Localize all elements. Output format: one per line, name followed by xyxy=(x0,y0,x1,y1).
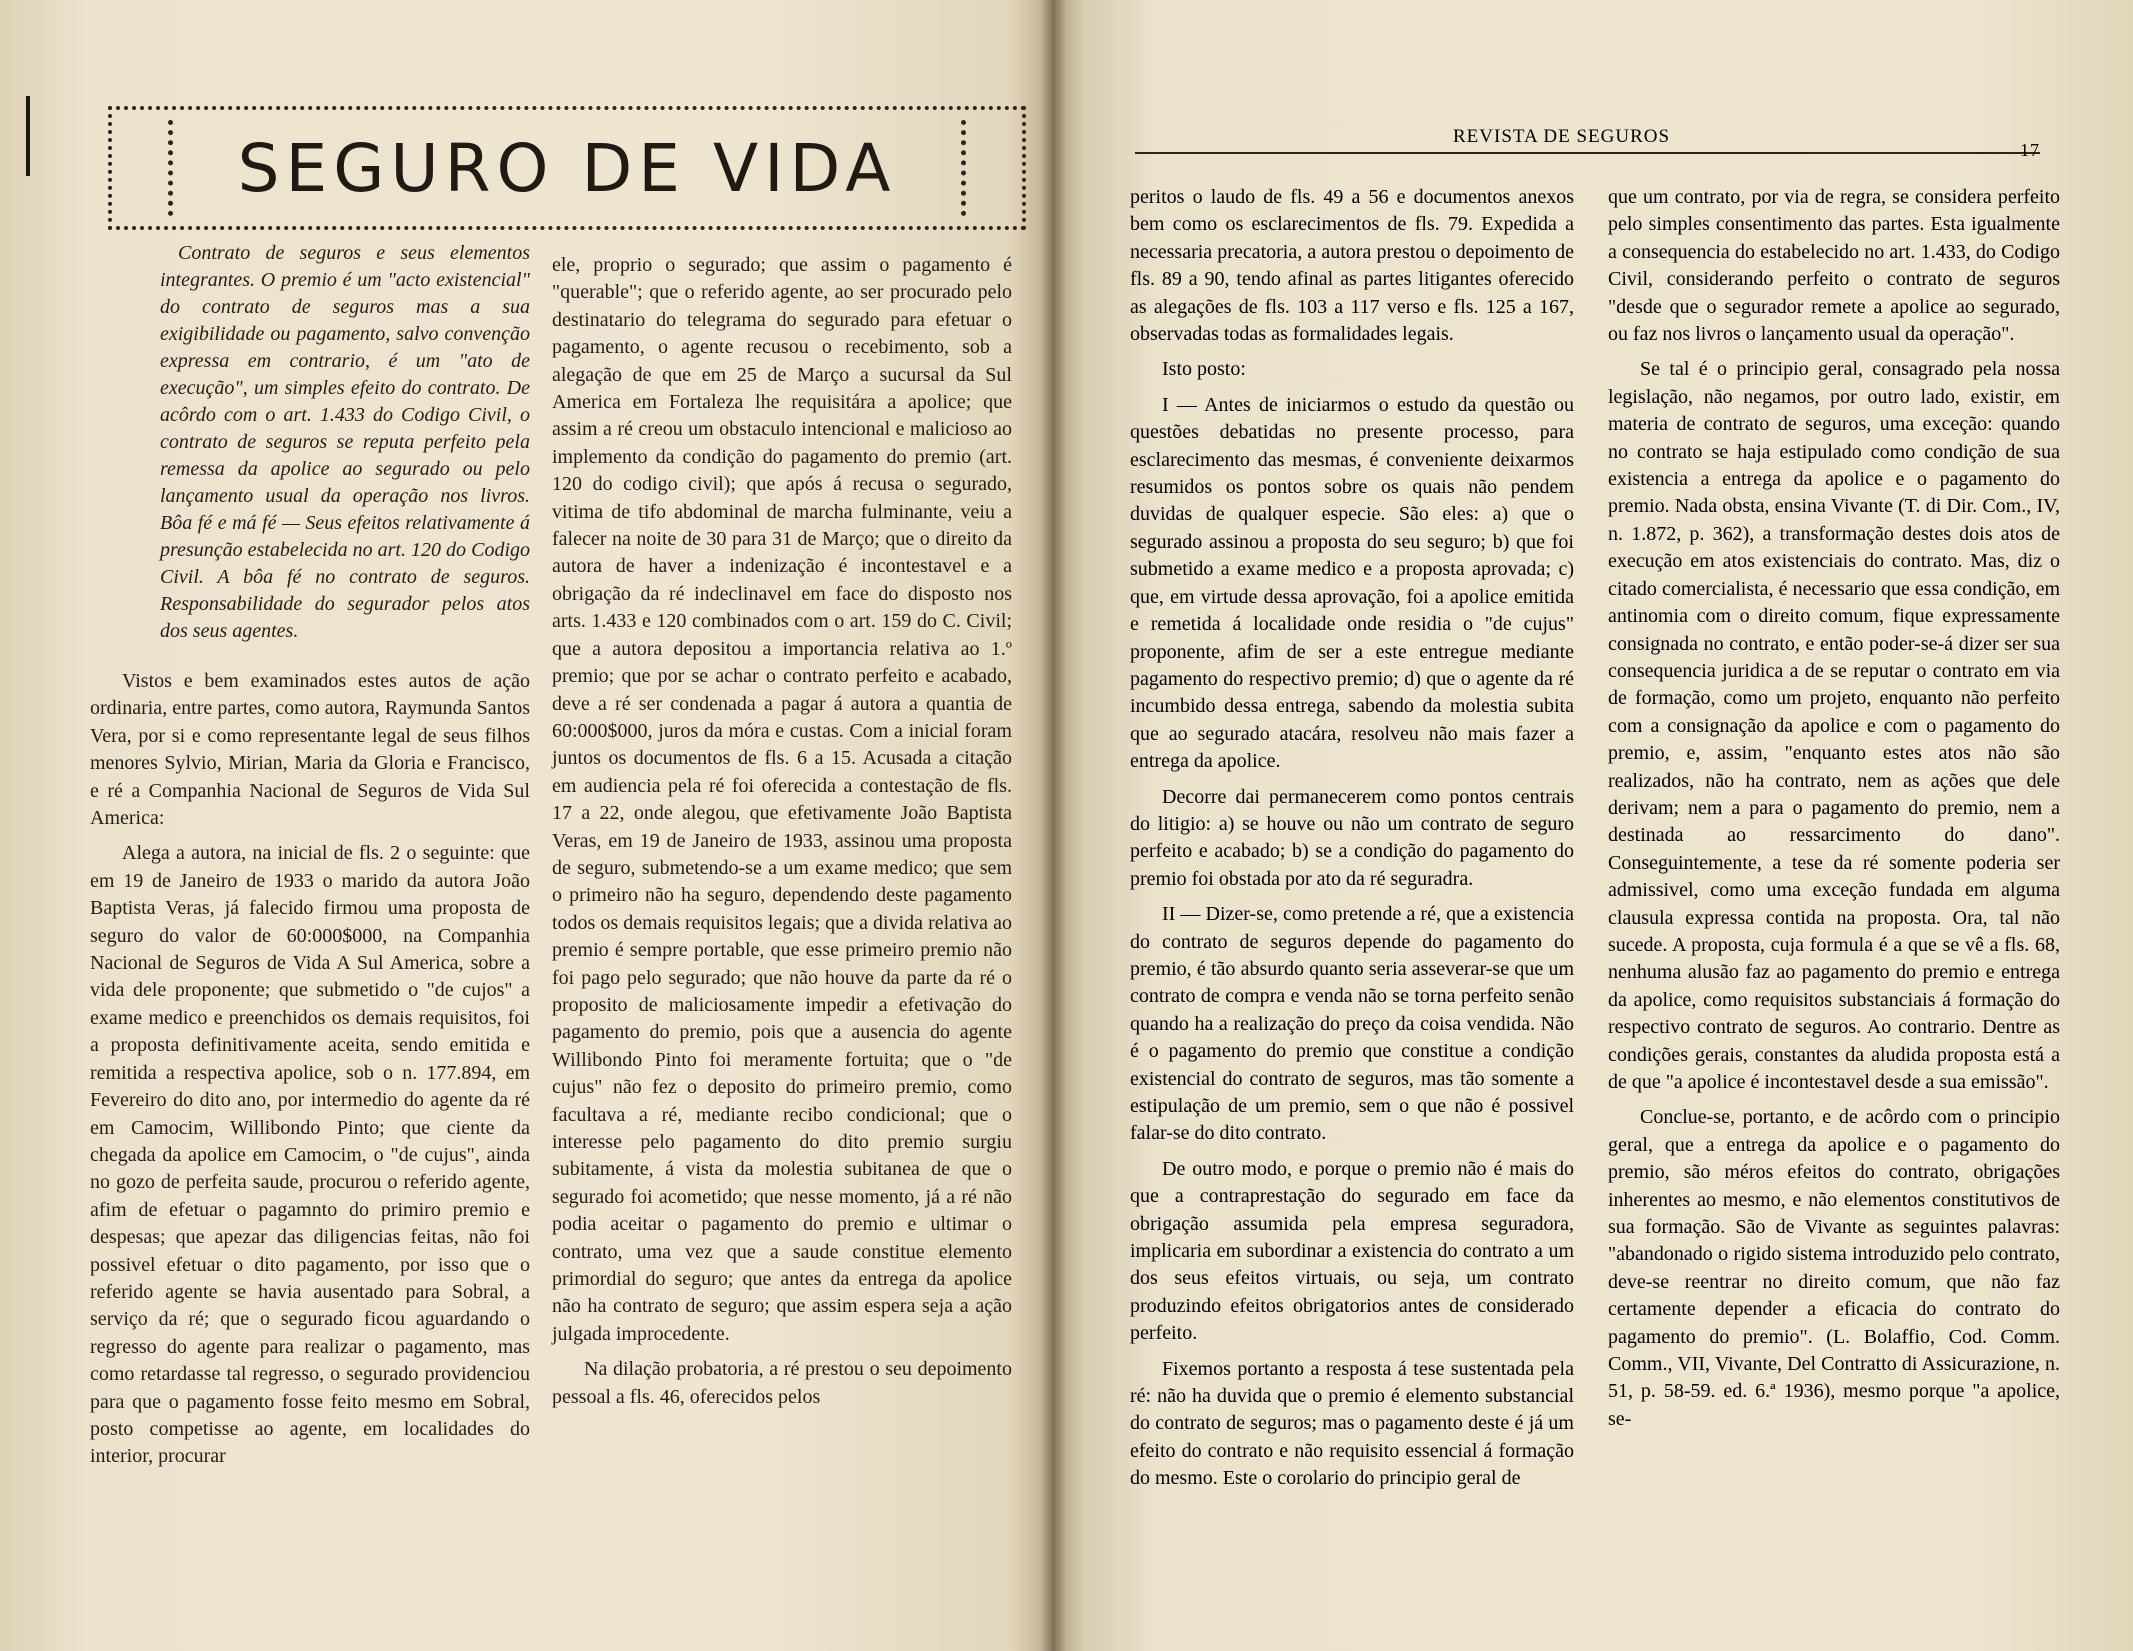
paragraph: II — Dizer-se, como pretende a ré, que a existencia do contrato de seguros depende do pagamento do premio, é tão absurdo quanto seria asseverar-se que um contrato de compra e venda não se torna perfeito senão quando ha a realização do preço da coisa vendida. Não é o pagamento do premio que constitue a condição existencial do contrato de seguros, mas tão somente a estipulação de um premio, sem o que não é possivel falar-se do dito contrato. xyxy=(1130,903,1574,1145)
page-number: 17 xyxy=(2020,140,2040,160)
paragraph: I — Antes de iniciarmos o estudo da questão ou questões debatidas no presente processo, para esclarecimento das mesmas, é conveniente deixarmos resumidos os pontos sobre os quais não pendem duvidas de qualquer especie. São eles: a) que o segurado assinou a proposta do seu seguro; b) que foi submetido a exame medico e a proposta aprovada; c) que, em virtude dessa aprovação, foi a apolice emitida e remetida á localidade onde residia o "de cujus" proponente, afim de ser a este entregue mediante pagamento do respectivo premio; d) que o agente da ré incumbido dessa entrega, sabendo da molestia subita que ao segurado atacára, resolveu não mais fazer a entrega da apolice. xyxy=(1130,393,1574,773)
paragraph: que um contrato, por via de regra, se considera perfeito pelo simples consentimento das partes. Esta igualmente a consequencia do estabelecido no art. 1.433, do Codigo Civil, considerando perfeito o contrato de seguros "desde que o segurador remete a apolice ao segurado, ou faz nos livros o lançamento usual da operação". xyxy=(1608,186,2060,346)
paragraph: Alega a autora, na inicial de fls. 2 o seguinte: que em 19 de Janeiro de 1933 o marido da autora João Baptista Veras, já falecido firmou uma proposta de seguro do valor de 60:000$000, na Companhia Nacional de Seguros de Vida A Sul America, sobre a vida dele proponente; que submetido o "de cujos" a exame medico e preenchidos os demais requisitos, foi a proposta definitivamente aceita, sendo emitida e remitida a respectiva apolice, sob o n. 177.894, em Fevereiro do dito ano, por intermedio do agente da ré em Camocim, Willibondo Pinto; que ciente da chegada da apolice em Camocim, o "de cujus", ainda no gozo de perfeita saude, procurou o referido agente, afim de efetuar o pagamnto do primiro premio e despesas; que apezar das diligencias feitas, não foi possivel efetuar o dito pagamento, por isso que o referido agente se havia ausentado para Sobral, a serviço da ré; que o segurado ficou aguardando o regresso do agente para realizar o pagamento, mas como retardasse tal regresso, o segurado providenciou para que o pagamento fosse feito mesmo em Sobral, posto competisse ao agente, em localidades do interior, procurar xyxy=(90,842,530,1468)
left-page xyxy=(0,0,1052,1651)
paragraph: Na dilação probatoria, a ré prestou o seu depoimento pessoal a fls. 46, oferecidos pelos xyxy=(552,1358,1012,1408)
right-column-2 xyxy=(1608,184,2060,1441)
article-title: SEGURO DE VIDA xyxy=(237,129,897,207)
paragraph: De outro modo, e porque o premio não é mais do que a contraprestação do segurado em face da obrigação assumida pela empresa seguradora, implicaria em subordinar a existencia do contrato a um dos seus efeitos virtuais, ou seja, um contrato produzindo efeitos obrigatorios antes de considerado perfeito. xyxy=(1130,1157,1574,1345)
edge-mark xyxy=(26,96,30,176)
paragraph: ele, proprio o segurado; que assim o pagamento é "querable"; que o referido agente, ao ser procurado pelo destinatario do telegrama do segurado para efetuar o pagamento, o agente recusou o recebimento, sob a alegação de que em 25 de Março a sucursal da Sul America em Fortaleza lhe requisitára a apolice; que assim a ré creou um obstaculo intencional e malicioso ao implemento da condição do pagamento do premio (art. 120 do codigo civil); que após á recusa o segurado, vitima de tifo abdominal de marcha fulminante, veiu a falecer na noite de 30 para 31 de Março; que o direito da autora de haver a indenização é incontestavel e a obrigação da ré indeclinavel em face do disposto nos arts. 1.433 e 120 combinados com o art. 159 do C. Civil; que a autora depositou a importancia relativa ao 1.º premio; que por se achar o contrato perfeito e acabado, deve a ré ser condenada a pagar á autora a quantia de 60:000$000, juros da móra e custas. Com a inicial foram juntos os documentos de fls. 6 a 15. Acusada a citação em audiencia pela ré foi oferecida a contestação de fls. 17 a 22, onde alegou, que efetivamente João Baptista Veras, em 19 de Janeiro de 1933, assinou uma proposta de seguro, submetendo-se a um exame medico; que sem o primeiro não ha seguro, dependendo deste pagamento todos os demais requisitos legais; que a divida relativa ao premio é sempre portable, que esse primeiro premio não foi pago pelo segurado; que não houve da parte da ré o proposito de maliciosamente impedir a efetivação do pagamento do premio, pois que a ausencia do agente Willibondo Pinto foi meramente fortuita; que o "de cujus" não fez o deposito do primeiro premio, como facultava a ré, mediante recibo condicional; que o interesse pelo pagamento do dito premio surgiu subitamente, á vista da molestia subitanea de que o segurado foi acometido; que nesse momento, já a ré não podia aceitar o pagamento do premio e ultimar o contrato, uma vez que a saude constitue elemento primordial do seguro; que antes da entrega da apolice não ha contrato de seguro; que assim espera seja a ação julgada improcedente. xyxy=(552,254,1012,1345)
journal-title: REVISTA DE SEGUROS xyxy=(1453,126,1671,147)
paragraph: Fixemos portanto a resposta á tese sustentada pela ré: não ha duvida que o premio é elemento substancial do contrato de seguros; mas o pagamento deste é já um efeito do contrato e não requisito essencial á formação do mesmo. Este o corolario do principio geral de xyxy=(1130,1357,1574,1490)
paragraph: Isto posto: xyxy=(1162,358,1246,381)
right-column-1 xyxy=(1130,184,1574,1501)
paragraph: Se tal é o principio geral, consagrado pela nossa legislação, não negamos, por outro lado, existir, em materia de contrato de seguros, uma exceção: quando no contrato se haja estipulado como condição de sua existencia a entrega da apolice e o pagamento do premio. Nada obsta, ensina Vivante (T. di Dir. Com., IV, n. 1.872, p. 362), a transformação destes dois atos de execução em atos existenciais do contrato. Mas, diz o citado comercialista, é necessario que essa condição, em antinomia com o direito comum, fique expressamente consignada no contrato, e então poder-se-á dizer ser sua consequencia juridica a de se reputar o contrato em via de formação, como um projeto, enquanto não perfeito com a consignação da apolice e com o pagamento do premio, e, assim, "enquanto estes atos não são realizados, não ha contrato, nem as ações que dele derivam; nem a para o pagamento do premio, nem a destinada ao ressarcimento do dano". Conseguintemente, a tese da ré somente poderia ser admissivel, como uma exceção fundada em alguma clausula expressa contida na proposta. Ora, tal não sucede. A proposta, cuja formula é a que se vê a fls. 68, nenhuma alusão faz ao pagamento do premio e entrega da apolice, como requisitos substanciais á formação do respectivo contrato de seguros. Ao contrario. Dentre as condições gerais, constantes da aludida proposta está a de que "a apolice é incontestavel desde a sua emissão". xyxy=(1608,358,2060,1093)
paragraph: Decorre dai permanecerem como pontos centrais do litigio: a) se houve ou não um contrato de seguro perfeito e acabado; b) se a condição do pagamento do premio foi obstada por ato da ré seguradra. xyxy=(1130,785,1574,890)
book-gutter xyxy=(1040,0,1066,1651)
title-inner-frame xyxy=(168,120,966,216)
paragraph: peritos o laudo de fls. 49 a 56 e documentos anexos bem como os esclarecimentos de fls. 79. Expedida a necessaria precatoria, a autora prestou o depoimento de fls. 89 a 90, tendo afinal as partes litigantes oferecido as alegações de fls. 103 a 117 verso e fls. 125 a 167, observadas todas as formalidades legais. xyxy=(1130,186,1574,346)
left-column-1 xyxy=(90,668,530,1479)
running-head xyxy=(1135,126,2040,160)
title-frame xyxy=(108,106,1026,230)
paragraph: Conclue-se, portanto, e de acôrdo com o principio geral, que a entrega da apolice e o pagamento do premio, são méros efeitos do contrato, obrigações inherentes ao mesmo, e não elementos constitutivos de sua formação. São de Vivante as seguintes palavras: "abandonado o rigido sistema introduzido pelo contrato, deve-se reentrar no direito comum, que não faz certamente depender a eficacia do contrato do pagamento do premio". (L. Bolaffio, Cod. Comm. Comm., VII, Vivante, Del Contratto di Assicurazione, n. 51, p. 58-59. ed. 6.ª 1936), mesmo porque "a apolice, se- xyxy=(1608,1106,2060,1430)
article-summary: Contrato de seguros e seus elementos integrantes. O premio é um "acto existencial" do contrato de seguros mas a sua exigibilidade ou pagamento, salvo convenção expressa em contrario, é um "ato de execução", um simples efeito do contrato. De acôrdo com o art. 1.433 do Codigo Civil, o contrato de seguros se reputa perfeito pela remessa da apolice ao segurado ou pelo lançamento usual da operação nos livros. Bôa fé e má fé — Seus efeitos relativamente á presunção estabelecida no art. 120 do Codigo Civil. A bôa fé no contrato de seguros. Responsabilidade do segurador pelos atos dos seus agentes. xyxy=(160,242,530,642)
left-column-2 xyxy=(552,252,1012,1419)
paragraph: Vistos e bem examinados estes autos de ação ordinaria, entre partes, como autora, Raymunda Santos Vera, por si e como representante legal de seus filhos menores Sylvio, Mirian, Maria da Gloria e Francisco, e ré a Companhia Nacional de Seguros de Vida Sul America: xyxy=(90,670,530,830)
